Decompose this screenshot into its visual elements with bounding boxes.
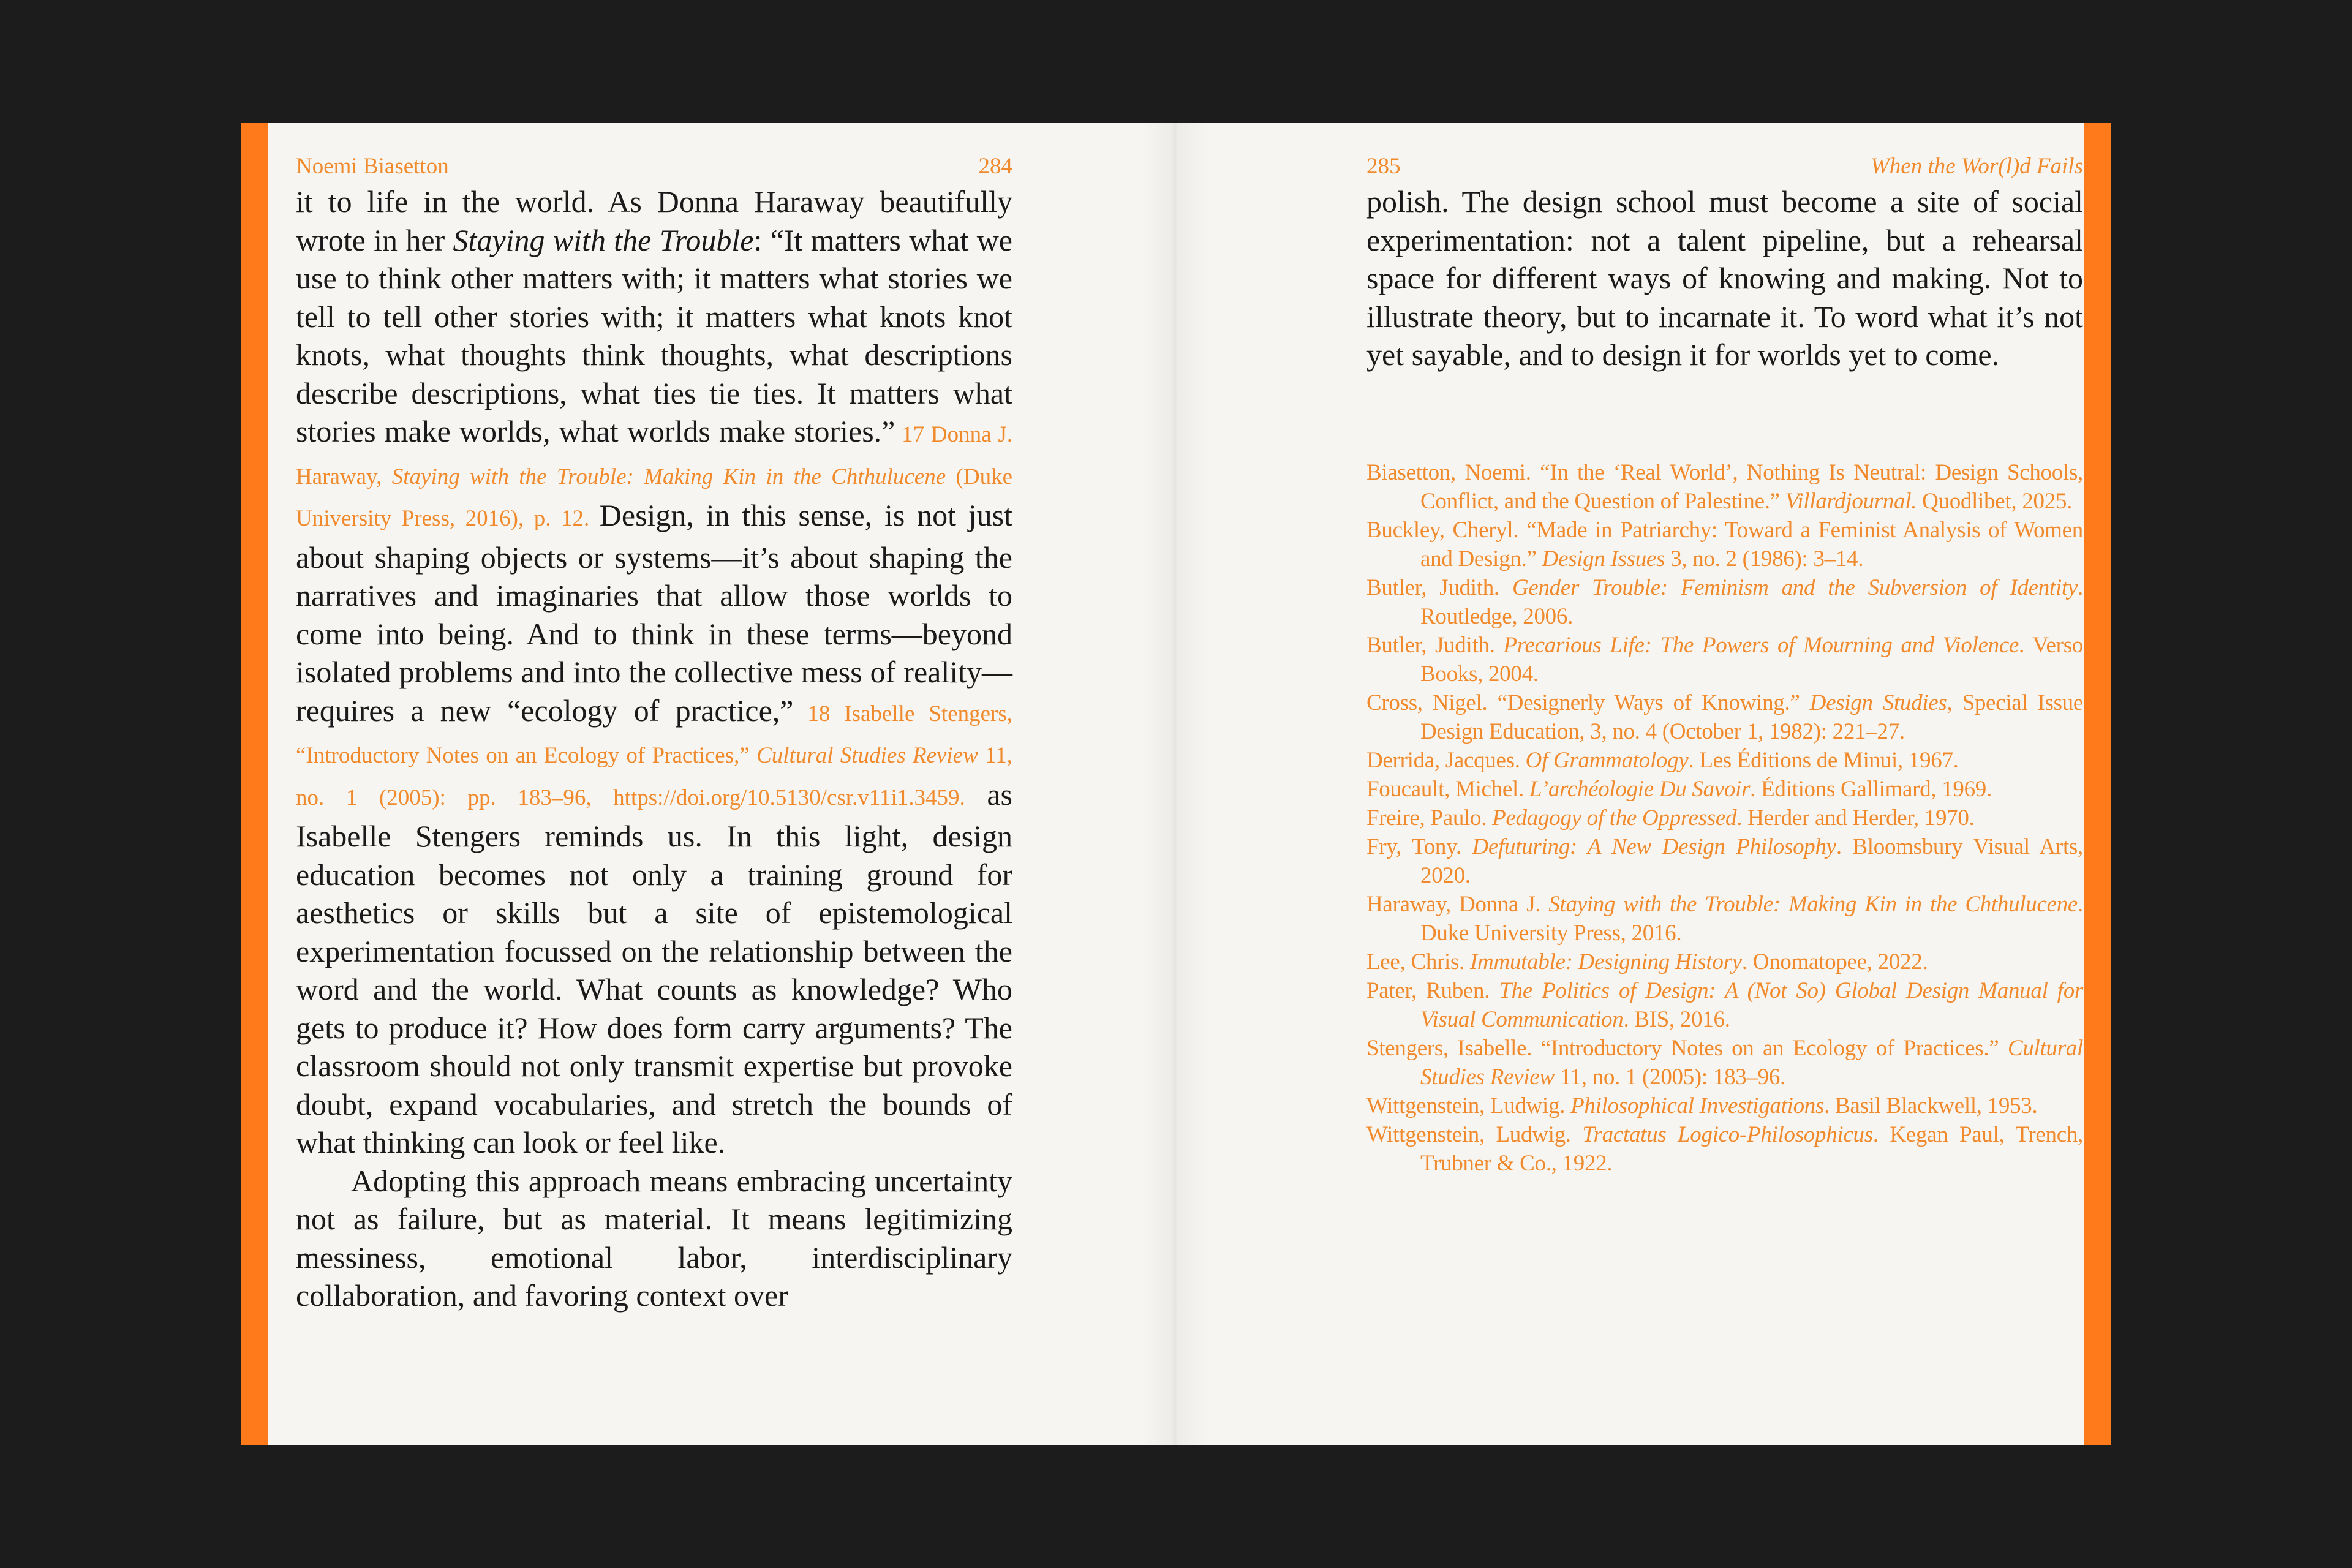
text-run: polish. The design school must become a site of social experimentation: not a talent pipeline, but a rehearsal space for different ways of knowing and making. Not to illustrate theory, but to incarnate it. To word what it’s not yet sayable, and to design it for worlds yet to come. (1366, 184, 2083, 372)
text-run: Buckley, Cheryl. “Made in Patriarchy: Toward a Feminist Analysis of Women and Design.” (1366, 518, 2083, 571)
text-run: Fry, Tony. (1366, 834, 1472, 859)
text-run: , Special Issue Design Education, 3, no. 4 (October 1, 1982): 221–27. (1420, 690, 2083, 744)
book-spread (241, 123, 2111, 1446)
body-paragraph (296, 1162, 1012, 1315)
bibliography-entry (1366, 573, 2083, 631)
text-run: Quodlibet, 2025. (1917, 489, 2073, 514)
text-run: . Les Éditions de Minui, 1967. (1688, 748, 1959, 773)
bibliography (1366, 458, 2083, 1178)
text-run: Stengers, Isabelle. “Introductory Notes on an Ecology of Practices.” (1366, 1036, 2008, 1061)
bibliography-entry (1366, 688, 2083, 746)
italic-text: Tractatus Logico-Philosophicus (1582, 1122, 1873, 1147)
bibliography-entry (1366, 890, 2083, 948)
left-page (296, 123, 1012, 1446)
left-page-body (296, 183, 1012, 1315)
italic-text: Of Grammatology (1525, 748, 1689, 773)
text-run: 3, no. 2 (1986): 3–14. (1665, 546, 1864, 571)
page-number-right: 285 (1366, 154, 1401, 179)
text-run: Pater, Ruben. (1366, 978, 1499, 1003)
text-run: Adopting this approach means embracing uncertainty not as failure, but as material. It means legitimizing messiness, emotional labor, interdisciplinary collaboration, and favoring context over (296, 1163, 1012, 1313)
italic-text: Defuturing: A New Design Philosophy (1472, 834, 1836, 859)
italic-text: Villardjournal. (1785, 489, 1917, 514)
italic-text: Immutable: Designing History (1470, 949, 1742, 974)
italic-text: Philosophical Investigations (1570, 1093, 1825, 1118)
text-run: . Herder and Herder, 1970. (1736, 805, 1975, 831)
body-paragraph (1366, 183, 2083, 374)
book-gutter (1141, 123, 1208, 1446)
right-page-header (1366, 153, 2083, 184)
footnote-text: 17 Donna J. Haraway, (296, 422, 1012, 489)
text-run: Wittgenstein, Ludwig. (1366, 1093, 1571, 1118)
text-run: it to life in the world. As Donna Haraway beautifully wrote in her (296, 184, 1012, 257)
text-run: . Éditions Gallimard, 1969. (1750, 777, 1992, 802)
text-run: . Bloomsbury Visual Arts, 2020. (1420, 834, 2083, 888)
italic-text: Gender Trouble: Feminism and the Subversion of Identity (1512, 575, 2078, 600)
right-page-body (1366, 183, 2083, 374)
bibliography-entry (1366, 631, 2083, 688)
running-title: When the Wor(l)d Fails (1870, 154, 2083, 179)
italic-text: Cultural Studies Review (1420, 1036, 2083, 1090)
bibliography-entry (1366, 1120, 2083, 1178)
text-run: Design, in this sense, is not just about shaping objects or systems—it’s about shaping the narratives and imaginaries that allow those worlds to come into being. And to think in these terms—beyond isolated problems and into the collective mess of reality—requires a new “ecology of practice,” (296, 498, 1012, 728)
page-number-left: 284 (978, 154, 1012, 179)
italic-text: The Politics of Design: A (Not So) Global Design Manual for Visual Communication (1420, 978, 2083, 1032)
italic-text: Staying with the Trouble: Making Kin in the Chthulucene (1548, 892, 2078, 917)
bibliography-entry (1366, 1091, 2083, 1120)
footnote-italic-text: Staying with the Trouble: Making Kin in the Chthulucene (391, 464, 946, 489)
text-run: Biasetton, Noemi. “In the ‘Real World’, Nothing Is Neutral: Design Schools, Conflict, and the Question of Palestine.” (1366, 460, 2083, 514)
text-run: . Routledge, 2006. (1420, 575, 2083, 629)
text-run: . Duke University Press, 2016. (1420, 892, 2083, 946)
left-page-header (296, 153, 1012, 184)
italic-text: Precarious Life: The Powers of Mourning and Violence (1503, 633, 2019, 658)
text-run: Cross, Nigel. “Designerly Ways of Knowing.” (1366, 690, 1810, 715)
left-page-edge (241, 123, 268, 1446)
text-run: . BIS, 2016. (1623, 1007, 1730, 1032)
text-run: . Verso Books, 2004. (1420, 633, 2083, 687)
right-page-edge (2084, 123, 2111, 1446)
bibliography-entry (1366, 804, 2083, 832)
bibliography-entry (1366, 458, 2083, 516)
text-run: Wittgenstein, Ludwig. (1366, 1122, 1583, 1147)
footnote-text: 18 Isabelle Stengers, “Introductory Notes on an Ecology of Practices,” (296, 701, 1012, 768)
body-paragraph (296, 183, 1012, 1162)
italic-text: Design Studies (1809, 690, 1947, 715)
text-run: Butler, Judith. (1366, 633, 1504, 658)
text-run: Butler, Judith. (1366, 575, 1512, 600)
text-run: Foucault, Michel. (1366, 777, 1529, 802)
text-run: 11, no. 1 (2005): 183–96. (1554, 1065, 1786, 1090)
text-run: : “It matters what we use to think other matters with; it matters what stories we tell to tell other stories with; it matters what knots knot knots, what thoughts think thoughts, what descriptions describe descriptions, what ties tie ties. It matters what stories make worlds, what worlds make stories.” (296, 222, 1012, 448)
italic-text: Staying with the Trouble (453, 222, 754, 257)
footnote-italic-text: Cultural Studies Review (756, 743, 978, 768)
bibliography-entry (1366, 976, 2083, 1034)
text-run: as Isabelle Stengers reminds us. In this light, design education becomes not only a training ground for aesthetics or skills but a site of epistemological experimentation focussed on the relationship between the word and the world. What counts as knowledge? Who gets to produce it? How does form carry arguments? The classroom should not only transmit expertise but provoke doubt, expand vocabularies, and stretch the bounds of what thinking can look or feel like. (296, 777, 1012, 1159)
text-run: Haraway, Donna J. (1366, 892, 1549, 917)
italic-text: Design Issues (1542, 546, 1665, 571)
author-name: Noemi Biasetton (296, 154, 449, 179)
text-run: . Basil Blackwell, 1953. (1824, 1093, 2038, 1118)
text-run: . Kegan Paul, Trench, Trubner & Co., 1922. (1420, 1122, 2084, 1176)
text-run: . Onomatopee, 2022. (1741, 949, 1928, 974)
text-run: Derrida, Jacques. (1366, 748, 1526, 773)
bibliography-entry (1366, 775, 2083, 804)
text-run: Lee, Chris. (1366, 949, 1471, 974)
bibliography-entry (1366, 832, 2083, 890)
italic-text: Pedagogy of the Oppressed (1492, 805, 1737, 831)
bibliography-entry (1366, 746, 2083, 775)
italic-text: L’archéologie Du Savoir (1529, 777, 1751, 802)
bibliography-entry (1366, 1034, 2083, 1091)
right-page (1366, 123, 2083, 1446)
bibliography-entry (1366, 516, 2083, 573)
bibliography-entry (1366, 948, 2083, 976)
footnote-text: (Duke University Press, 2016), p. 12. (296, 464, 1012, 531)
text-run: Freire, Paulo. (1366, 805, 1493, 831)
footnote-text: 11, no. 1 (2005): pp. 183–96, https://doi.org/10.5130/csr.v11i1.3459. (296, 743, 1012, 810)
